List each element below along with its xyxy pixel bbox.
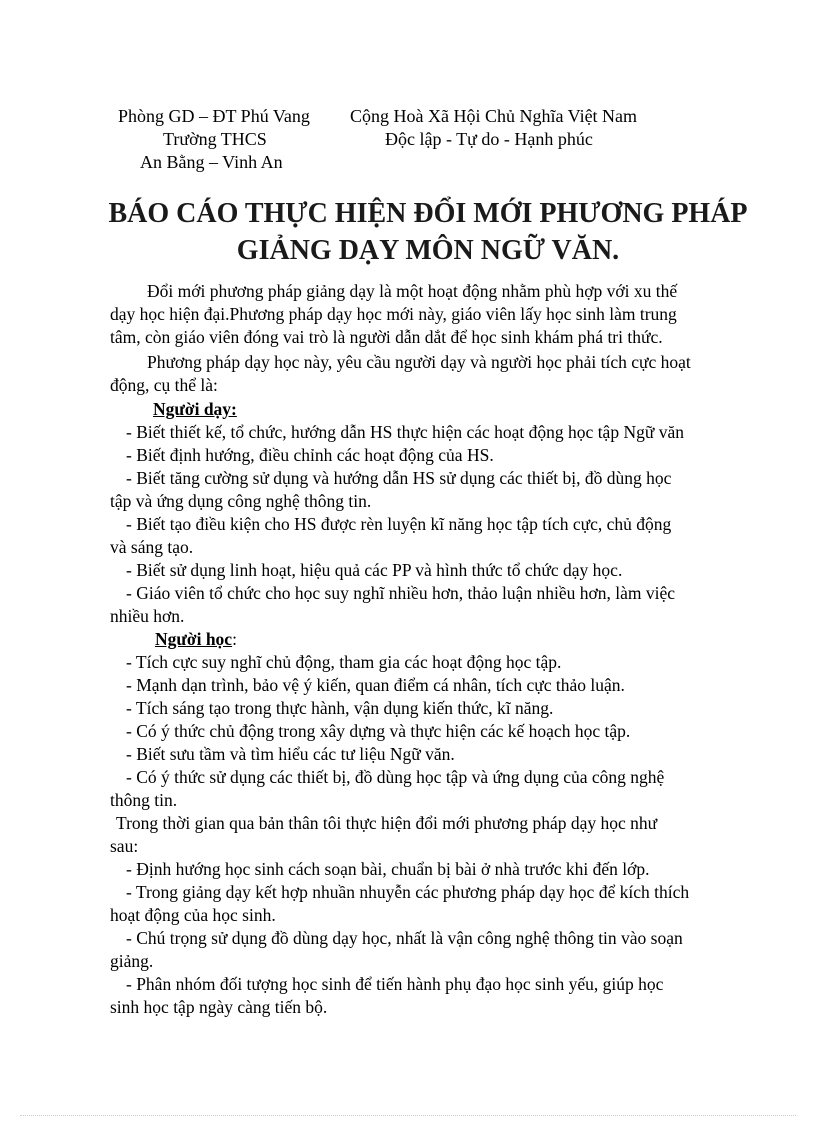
intro-line: động, cụ thể là: bbox=[110, 375, 218, 395]
teacher-item: - Biết tăng cường sử dụng và hướng dẫn HS sử dụng các thiết bị, đồ dùng học bbox=[126, 468, 672, 488]
learner-heading-colon: : bbox=[232, 629, 237, 649]
page-bottom-rule bbox=[20, 1115, 796, 1116]
intro-line: Đổi mới phương pháp giảng dạy là một hoạt động nhằm phù hợp với xu thế bbox=[147, 281, 678, 301]
intro-line: dạy học hiện đại.Phương pháp dạy học mới này, giáo viên lấy học sinh làm trung bbox=[110, 304, 677, 324]
teacher-item: - Biết tạo điều kiện cho HS được rèn luyện kĩ năng học tập tích cực, chủ động bbox=[126, 514, 672, 534]
header-school: Trường THCS bbox=[163, 129, 267, 149]
teacher-item: - Giáo viên tổ chức cho học suy nghĩ nhiều hơn, thảo luận nhiều hơn, làm việc bbox=[126, 583, 675, 603]
practice-item: - Chú trọng sử dụng đồ dùng dạy học, nhất là vận công nghệ thông tin vào soạn bbox=[126, 928, 683, 948]
report-title-line-1: BÁO CÁO THỰC HIỆN ĐỔI MỚI PHƯƠNG PHÁP bbox=[108, 198, 748, 229]
teacher-item: - Biết thiết kế, tổ chức, hướng dẫn HS thực hiện các hoạt động học tập Ngữ văn bbox=[126, 422, 684, 442]
header-motto: Độc lập - Tự do - Hạnh phúc bbox=[385, 129, 593, 149]
learner-item: - Có ý thức chủ động trong xây dựng và thực hiện các kế hoạch học tập. bbox=[126, 721, 631, 741]
practice-intro-line: Trong thời gian qua bản thân tôi thực hiện đổi mới phương pháp dạy học như bbox=[116, 813, 658, 833]
header-department: Phòng GD – ĐT Phú Vang bbox=[118, 106, 310, 126]
report-title-line-2: GIẢNG DẠY MÔN NGỮ VĂN. bbox=[236, 235, 620, 266]
teacher-item: tập và ứng dụng công nghệ thông tin. bbox=[110, 491, 372, 511]
teacher-item: - Biết định hướng, điều chỉnh các hoạt động của HS. bbox=[126, 445, 494, 465]
teacher-heading: Người dạy: bbox=[153, 399, 237, 419]
learner-item: - Tích sáng tạo trong thực hành, vận dụng kiến thức, kĩ năng. bbox=[126, 698, 554, 718]
intro-line: Phương pháp dạy học này, yêu cầu người dạy và người học phải tích cực hoạt bbox=[147, 352, 691, 372]
teacher-item: nhiều hơn. bbox=[110, 606, 185, 626]
header-school-location: An Bằng – Vinh An bbox=[140, 152, 283, 172]
intro-line: tâm, còn giáo viên đóng vai trò là người dẫn dắt để học sinh khám phá tri thức. bbox=[110, 327, 663, 347]
learner-item: - Tích cực suy nghĩ chủ động, tham gia các hoạt động học tập. bbox=[126, 652, 562, 672]
learner-heading: Người học bbox=[155, 629, 233, 649]
learner-item: thông tin. bbox=[110, 790, 178, 810]
practice-item: - Phân nhóm đối tượng học sinh để tiến hành phụ đạo học sinh yếu, giúp học bbox=[126, 974, 664, 994]
practice-item: sinh học tập ngày càng tiến bộ. bbox=[110, 997, 328, 1017]
learner-item: - Biết sưu tầm và tìm hiểu các tư liệu Ngữ văn. bbox=[126, 744, 455, 764]
header-country: Cộng Hoà Xã Hội Chủ Nghĩa Việt Nam bbox=[350, 106, 638, 126]
practice-item: giảng. bbox=[110, 951, 154, 971]
teacher-item: và sáng tạo. bbox=[110, 537, 194, 557]
practice-item: - Trong giảng dạy kết hợp nhuần nhuyễn các phương pháp dạy học để kích thích bbox=[126, 882, 690, 902]
teacher-item: - Biết sử dụng linh hoạt, hiệu quả các PP và hình thức tổ chức dạy học. bbox=[126, 560, 623, 580]
practice-item: - Định hướng học sinh cách soạn bài, chuẩn bị bài ở nhà trước khi đến lớp. bbox=[126, 859, 650, 879]
practice-item: hoạt động của học sinh. bbox=[110, 905, 276, 925]
learner-heading-row bbox=[155, 628, 237, 650]
practice-intro-line: sau: bbox=[110, 836, 139, 856]
report-title bbox=[60, 195, 796, 269]
learner-item: - Có ý thức sử dụng các thiết bị, đồ dùng học tập và ứng dụng của công nghệ bbox=[126, 767, 665, 787]
learner-item: - Mạnh dạn trình, bảo vệ ý kiến, quan điểm cá nhân, tích cực thảo luận. bbox=[126, 675, 625, 695]
